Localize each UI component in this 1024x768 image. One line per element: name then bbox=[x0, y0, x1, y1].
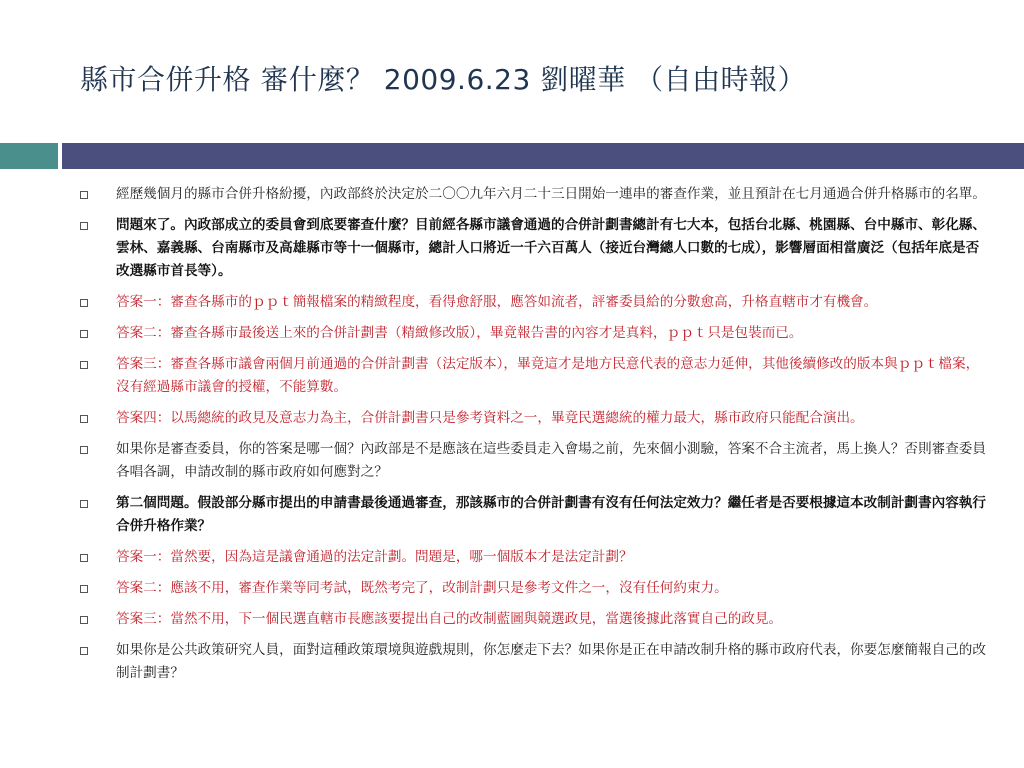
paragraph-text: 經歷幾個月的縣市合併升格紛擾，內政部終於決定於二〇〇九年六月二十三日開始一連串的審查作業，並且預計在七月通過合併升格縣市的名單。 bbox=[116, 186, 986, 202]
square-bullet-icon bbox=[80, 330, 88, 338]
square-bullet-icon bbox=[80, 222, 88, 230]
square-bullet-icon bbox=[80, 191, 88, 199]
list-item bbox=[80, 353, 988, 399]
paragraph-text: 答案二：應該不用，審查作業等同考試，既然考完了，改制計劃只是參考文件之一，沒有任何約束力。 bbox=[116, 580, 728, 596]
paragraph-text: 如果你是審查委員，你的答案是哪一個？內政部是不是應該在這些委員走入會場之前，先來個小測驗，答案不合主流者，馬上換人？否則審查委員各唱各調，申請改制的縣市政府如何應對之？ bbox=[116, 441, 986, 480]
paragraph-text: 答案一：審查各縣市的ｐｐｔ簡報檔案的精緻程度，看得愈舒服，應答如流者，評審委員給的分數愈高，升格直轄市才有機會。 bbox=[116, 294, 878, 310]
list-item bbox=[80, 492, 988, 538]
square-bullet-icon bbox=[80, 500, 88, 508]
list-item bbox=[80, 608, 988, 631]
square-bullet-icon bbox=[80, 446, 88, 454]
paragraph-text: 答案四：以馬總統的政見及意志力為主，合併計劃書只是參考資料之一，畢竟民選總統的權力最大，縣市政府只能配合演出。 bbox=[116, 410, 864, 426]
list-item bbox=[80, 639, 988, 685]
slide-title: 縣市合併升格 審什麼？ 2009.6.23 劉曜華 （自由時報） bbox=[80, 63, 807, 96]
square-bullet-icon bbox=[80, 585, 88, 593]
paragraph-text: 問題來了。內政部成立的委員會到底要審查什麼？目前經各縣市議會通過的合併計劃書總計有七大本，包括台北縣、桃園縣、台中縣市、彰化縣、雲林、嘉義縣、台南縣市及高雄縣市等十一個縣市，總計人口將近一千六百萬人（接近台灣總人口數的七成），影響層面相當廣泛（包括年底是否改選縣市首長等）。 bbox=[116, 217, 986, 279]
list-item bbox=[80, 291, 988, 314]
square-bullet-icon bbox=[80, 616, 88, 624]
list-item bbox=[80, 546, 988, 569]
square-bullet-icon bbox=[80, 299, 88, 307]
paragraph-text: 答案一：當然要，因為這是議會通過的法定計劃。問題是，哪一個版本才是法定計劃？ bbox=[116, 549, 633, 565]
square-bullet-icon bbox=[80, 415, 88, 423]
square-bullet-icon bbox=[80, 361, 88, 369]
list-item bbox=[80, 577, 988, 600]
list-item bbox=[80, 407, 988, 430]
paragraph-text: 如果你是公共政策研究人員，面對這種政策環境與遊戲規則，你怎麼走下去？如果你是正在申請改制升格的縣市政府代表，你要怎麼簡報自己的改制計劃書？ bbox=[116, 642, 986, 681]
paragraph-text: 答案三：審查各縣市議會兩個月前通過的合併計劃書（法定版本），畢竟這才是地方民意代表的意志力延伸，其他後續修改的版本與ｐｐｔ檔案，沒有經過縣市議會的授權，不能算數。 bbox=[116, 356, 980, 395]
paragraph-text: 第二個問題。假設部分縣市提出的申請書最後通過審查，那該縣市的合併計劃書有沒有任何法定效力？繼任者是否要根據這本改制計劃書內容執行合併升格作業？ bbox=[116, 495, 986, 534]
list-item bbox=[80, 438, 988, 484]
square-bullet-icon bbox=[80, 554, 88, 562]
square-bullet-icon bbox=[80, 647, 88, 655]
accent-bar-teal bbox=[0, 143, 58, 169]
list-item bbox=[80, 322, 988, 345]
paragraph-text: 答案三：當然不用，下一個民選直轄市長應該要提出自己的改制藍圖與競選政見，當選後據此落實自己的政見。 bbox=[116, 611, 783, 627]
bullet-list bbox=[80, 183, 988, 693]
accent-bar-navy bbox=[62, 143, 1024, 169]
list-item bbox=[80, 183, 988, 206]
list-item bbox=[80, 214, 988, 283]
paragraph-text: 答案二：審查各縣市最後送上來的合併計劃書（精緻修改版），畢竟報告書的內容才是真料，ｐｐｔ只是包裝而已。 bbox=[116, 325, 803, 341]
